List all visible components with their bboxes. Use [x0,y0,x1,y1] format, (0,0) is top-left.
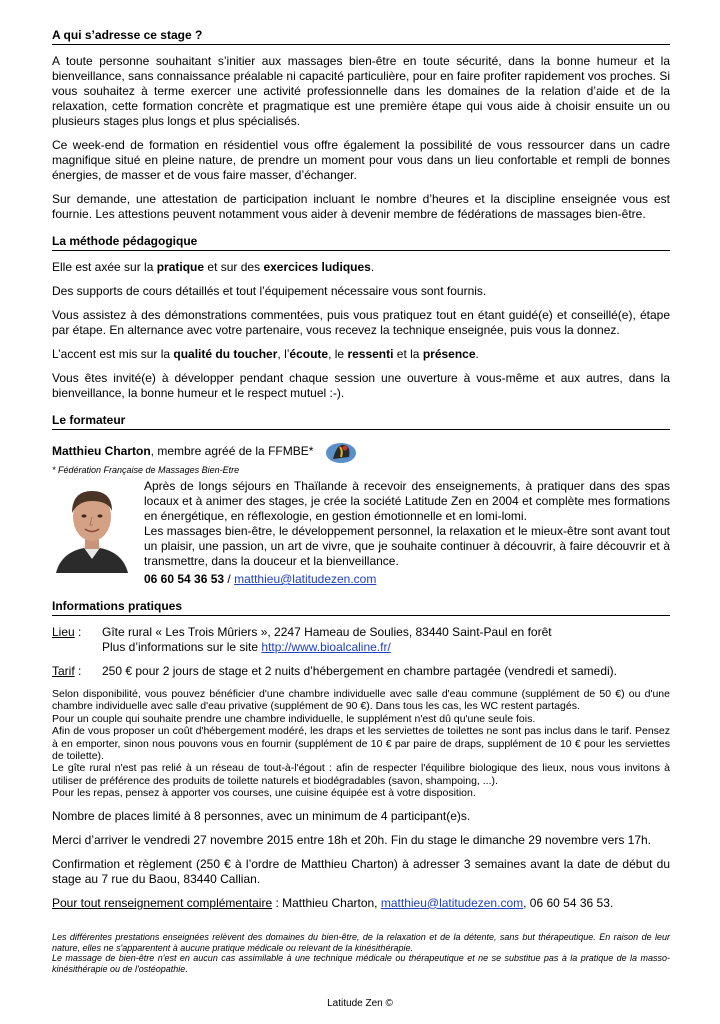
trainer-bio [144,479,670,587]
section-title-audience: A qui s’adresse ce stage ? [52,28,670,45]
detail-line: Selon disponibilité, vous pouvez bénéficier d'une chambre individuelle avec salle d'eau commune (supplément de 50 €) ou d'une chambre individuelle avec salle d'eau privative (supplément de 90 €). Dans tous les cas, les WC restent partagés. [52,688,670,713]
arrival-paragraph: Merci d’arriver le vendredi 27 novembre 2015 entre 18h et 20h. Fin du stage le dimanche 29 novembre vers 17h. [52,832,652,847]
info-price-key [52,664,102,679]
trainer-block [52,479,670,587]
text: Plus d’informations sur le site [102,640,262,654]
disclaimer [52,932,670,974]
detail-line: Pour les repas, pensez à apporter vos courses, une cuisine équipée est à votre disposition. [52,787,476,800]
trainer-bio-2: Les massages bien-être, le développement personnel, la relaxation et le mieux-être sont avant tout un plaisir, une passion, un art de vivre, que je souhaite continuer à découvrir, à faire découvrir et à transmettre, dans la douceur et la bienveillance. [144,524,670,568]
text: , l’ [277,347,290,361]
info-price-value: 250 € pour 2 jours de stage et 2 nuits d’hébergement en chambre partagée (vendredi et samedi). [102,664,617,678]
text: et la [393,347,423,361]
trainer-email-link[interactable]: matthieu@latitudezen.com [234,572,377,586]
text-bold: exercices ludiques [263,260,371,274]
audience-paragraph-2: Ce week-end de formation en résidentiel vous offre également la possibilité de vous ressourcer dans un cadre magnifique situé en pleine nature, de prendre un moment pour vous dans un lieu confortable et rempli de bonnes énergies, de masser et de vous faire masser, d’échanger. [52,138,670,182]
trainer-heading [52,439,670,465]
section-title-trainer: Le formateur [52,413,670,430]
text-bold: pratique [156,260,205,274]
text: . [475,347,479,361]
separator: / [224,572,235,586]
trainer-portrait [52,479,132,573]
location-address: Gîte rural « Les Trois Mûriers », 2247 Hameau de Soulies, 83440 Saint-Paul en forêt [102,625,552,639]
ffmbe-logo [323,439,359,465]
trainer-contact [144,572,670,587]
document-page [52,28,670,920]
section-title-practical: Informations pratiques [52,599,670,616]
disclaimer-line: Les différentes prestations enseignées relèvent des domaines du bien-être, de la relaxation et de la détente, sans but thérapeutique. En raison de leur nature, elles ne s'apparentent à aucune pratique médicale ou relevant de la kinésithérapie. [52,932,670,953]
info-location [52,625,670,655]
confirmation-paragraph: Confirmation et règlement (250 € à l’ordre de Matthieu Charton) à adresser 3 semaines avant la date de début du stage au 7 rue du Baou, 83440 Callian. [52,856,670,886]
contact-paragraph [52,896,670,911]
accommodation-details [52,688,670,800]
audience-paragraph-1: A toute personne souhaitant s’initier aux massages bien-être en toute sécurité, dans la bonne humeur et la bienveillance, sans connaissance préalable ni capacité particulière, pour en faire profiter rapidement vos proches. Si vous souhaitez à terme exercer une activité professionnelle dans les domaines de la relation d’aide et de la relaxation, cette formation concrète et pragmatique est une première étape qui vous aide à choisir ensuite un ou plusieurs stages plus longs et plus spécialisés. [52,54,670,128]
page-footer: Latitude Zen © [327,998,393,1009]
location-more [102,640,670,655]
text: . [370,260,375,274]
trainer-name: Matthieu Charton [52,444,151,458]
label: Lieu [52,625,75,639]
places-paragraph: Nombre de places limité à 8 personnes, avec un minimum de 4 participant(e)s. [52,808,471,823]
method-paragraph-3: Vous assistez à des démonstrations commentées, puis vous pratiquez tout en étant guidé(e) et conseillé(e), étape par étape. En alternance avec votre partenaire, vous recevez la technique enseignée, puis vous la donnez. [52,308,670,337]
detail-line: Afin de vous proposer un coût d'hébergement modéré, les draps et les serviettes de toilettes ne sont pas inclus dans le tarif. Pensez à en emporter, sinon nous pouvons vous en fournir (supplément de 10 € par paire de draps, supplément de 10 € pour les serviettes de toilette). [52,725,670,763]
text: , 06 60 54 36 53. [523,895,614,910]
text: et sur des [204,260,264,274]
info-price [52,664,670,679]
trainer-phone: 06 60 54 36 53 [144,572,225,586]
federation-footnote: * Fédération Française de Massages Bien-Etre [52,465,240,475]
detail-line: Pour un couple qui souhaite prendre une chambre individuelle, le supplément n'est dû qu'une seule fois. [52,712,536,725]
website-link[interactable]: http://www.bioalcaline.fr/ [261,640,391,654]
audience-paragraph-3: Sur demande, une attestation de participation incluant le nombre d’heures et la discipline enseignée vous est fournie. Les attestions peuvent notamment vous aider à devenir membre de fédérations de massages bien-être. [52,192,670,221]
detail-line: Le gîte rural n'est pas relié à un réseau de tout-à-l'égout : afin de respecter l'équilibre biologique des lieux, nous vous invitons à utiliser de préférence des produits de toilette naturels et biodégradables (savon, shampoing, ...). [52,762,670,787]
contact-email-link[interactable]: matthieu@latitudezen.com [380,895,524,910]
method-paragraph-4 [52,347,670,362]
method-paragraph-2: Des supports de cours détaillés et tout l’équipement nécessaire vous sont fournis. [52,284,487,298]
method-paragraph-1 [52,260,670,275]
text: Pour tout renseignement complémentaire [52,895,273,910]
trainer-bio-1: Après de longs séjours en Thaïlande à recevoir des enseignements, à pratiquer dans des spas locaux et à animer des stages, je crée la société Latitude Zen en 2004 et complète mes formations en énergétique, en réflexologie, en gestion émotionnelle et en lomi-lomi. [144,479,670,523]
text-bold: ressenti [347,347,394,361]
text-bold: écoute [289,347,329,361]
label: Tarif [52,664,75,678]
label: : [74,664,82,678]
method-paragraph-5: Vous êtes invité(e) à développer pendant chaque session une ouverture à vous-même et aux autres, dans la bienveillance, la bonne humeur et le respect mutuel :-). [52,371,670,400]
text: Elle est axée sur la [52,260,157,274]
label: : [74,625,82,639]
info-location-key [52,625,102,655]
text-bold: qualité du toucher [173,347,278,361]
text: : Matthieu Charton, [272,895,381,910]
info-location-value [102,625,670,655]
disclaimer-line: Le massage de bien-être n'est en aucun cas assimilable à une technique médicale ou thérapeutique et ne se substitue pas à la pratique de la masso-kinésithérapie ou de l'ostéopathie. [52,953,670,974]
trainer-membership: , membre agréé de la FFMBE* [150,444,314,458]
text: , le [328,347,348,361]
section-title-method: La méthode pédagogique [52,234,670,251]
text: L’accent est mis sur la [52,347,174,361]
text-bold: présence [422,347,476,361]
